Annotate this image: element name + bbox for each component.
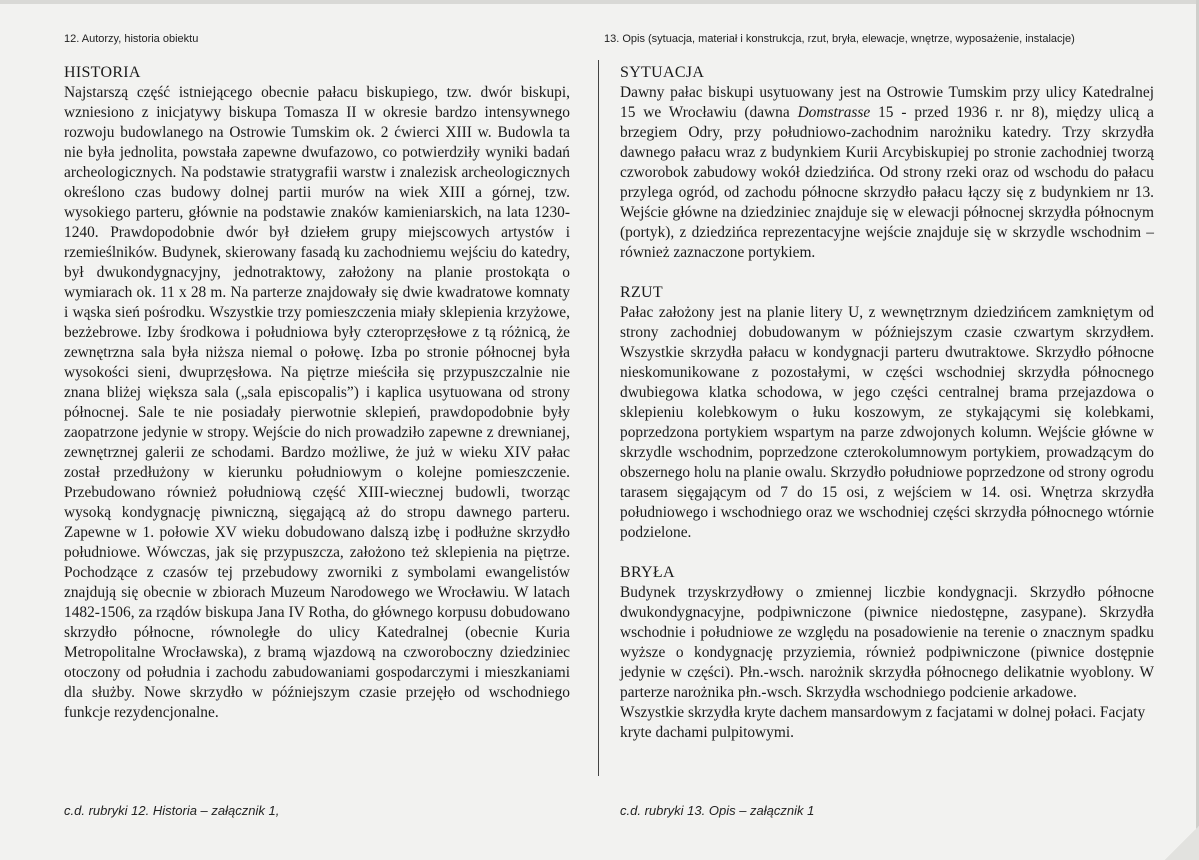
section-13-heading: 13. Opis (sytuacja, materiał i konstrukcja, rzut, bryła, elewacje, wnętrze, wyposażenie, instalacje) — [604, 33, 1075, 45]
column-divider — [598, 60, 599, 776]
bryla-title: BRYŁA — [620, 564, 675, 581]
bryla-text-2: Wszystkie skrzydła kryte dachem mansardowym z facjatami w dolnej połaci. Facjaty kryte dachami pulpitowymi. — [620, 704, 1146, 741]
right-column — [620, 63, 1154, 743]
left-column — [64, 63, 570, 723]
sytuacja-text-part2: 15 - przed 1936 r. nr 8), między ulicą a brzegiem Odry, przy południowo-zachodnim narożniku katedry. Trzy skrzydła dawnego pałacu wraz z budynkiem Kurii Arcybiskupiej po stronie zachodniej tworzą czworobok zabudowy wokół dziedzińca. Od strony rzeki oraz od wschodu do pałacu przylega ogród, od zachodu północne skrzydło pałacu łączy się z budynkiem nr 13. Wejście główne na dziedziniec znajduje się w elewacji północnej skrzydła północnym (portyk), z dziedzińca reprezentacyjne wejście znajduje się w skrzydle wschodnim – również zaznaczone portykiem. — [620, 104, 1154, 261]
sytuacja-text-italic: Domstrasse — [797, 104, 871, 121]
rzut-text: Pałac założony jest na planie litery U, z wewnętrznym dziedzińcem zamkniętym od strony zachodniej dobudowanym w późniejszym czasie czwartym skrzydłem. Wszystkie skrzydła pałacu w kondygnacji parteru dwutraktowe. Skrzydło północne nieskomunikowane z pozostałymi, w części wschodniej skrzydła północnego dwubiegowa klatka schodowa, w jego części centralnej brama przejazdowa o sklepieniu kolebkowym o łuku koszowym, ze stykającymi się kolebkami, poprzedzona portykiem wspartym na parze zdwojonych kolumn. Wejście główne w skrzydle wschodnim, poprzedzone czterokolumnowym portykiem, prowadzącym do obszernego holu na planie owalu. Skrzydło południowe poprzedzone od strony ogrodu tarasem sięgającym od 7 do 15 osi, z wejściem w 14. osi. Wnętrza skrzydła południowego i wschodniego oraz we wschodniej części skrzydła północnego wtórnie podzielone. — [620, 304, 1154, 541]
historia-text: Najstarszą część istniejącego obecnie pałacu biskupiego, tzw. dwór biskupi, wzniesiono z inicjatywy biskupa Tomasza II w okresie bardzo intensywnego rozwoju budowlanego na Ostrowie Tumskim ok. 2 ćwierci XIII w. Budowla ta nie była jednolita, powstała zapewne dwufazowo, co potwierdziły wyniki badań archeologicznych. Na podstawie stratygrafii warstw i znalezisk archeologicznych określono czas budowy dolnej partii murów na wiek XIII a górnej, tzw. wysokiego parteru, głównie na podstawie znaków kamieniarskich, na lata 1230-1240. Prawdopodobnie dwór był dziełem grupy miejscowych artystów i rzemieślników. Budynek, skierowany fasadą ku zachodniemu wejściu do katedry, był dwukondygnacyjny, jednotraktowy, założony na planie prostokąta o wymiarach ok. 11 x 28 m. Na parterze znajdowały się dwie kwadratowe komnaty i wąska sień pośrodku. Wszystkie trzy pomieszczenia miały sklepienia krzyżowe, bezżebrowe. Izby środkowa i południowa były czteroprzęsłowe z tą różnicą, że zewnętrzna sala była niższa niemal o połowę. Izba po stronie północnej była wysokości sieni, dwuprzęsłowa. Na piętrze mieściła się przypuszczalnie nie znana bliżej większa sala („sala episcopalis”) i kaplica usytuowana od strony północnej. Sale te nie posiadały pierwotnie sklepień, prawdopodobnie były zaopatrzone jedynie w stropy. Wejście do nich prowadziło zapewne z drewnianej, zewnętrznej galerii ze schodami. Bardzo możliwe, że już w wieku XIV pałac został przedłużony w kierunku południowym o kolejne pomieszczenie. Przebudowano również południową część XIII-wiecznej budowli, tworząc wysoką kondygnację piwniczną, sięgającą aż do stropu dawnego parteru. Zapewne w 1. połowie XV wieku dobudowano dalszą izbę i podłużne skrzydło południowe. Wówczas, jak się przypuszcza, założono też sklepienia na piętrze. Pochodzące z czasów tej przebudowy zworniki z symbolami ewangelistów znajdują się obecnie w zbiorach Muzeum Narodowego we Wrocławiu. W latach 1482-1506, za rządów biskupa Jana IV Rotha, do głównego korpusu dobudowano skrzydło północne, równoległe do ulicy Katedralnej (obecnie Kuria Metropolitalne Wrocławska), z bramą wjazdową na czworoboczny dziedziniec otoczony od południa i zachodu zabudowaniami gospodarczymi i mieszkaniami dla służby. Nowe skrzydło w późniejszym czasie przejęło od wschodniego funkcje rezydencjonalne. — [64, 84, 570, 721]
footer-left: c.d. rubryki 12. Historia – załącznik 1, — [64, 803, 280, 818]
page-corner — [1165, 826, 1199, 860]
sytuacja-title: SYTUACJA — [620, 64, 705, 81]
bryla-text: Budynek trzyskrzydłowy o zmiennej liczbie kondygnacji. Skrzydło północne dwukondygnacyjne, podpiwniczone (piwnice niedostępne, zasypane). Skrzydła wschodnie i południowe ze względu na posadowienie na terenie o znacznym spadku wyższe o kondygnację przyziemia, również podpiwniczone (piwnice dostępnie jedynie w części). Płn.-wsch. narożnik skrzydła północnego delikatnie wyoblony. W parterze narożnika płn.-wsch. Skrzydła wschodniego podcienie arkadowe. — [620, 584, 1154, 701]
page-edge — [0, 0, 1199, 4]
sytuacja-text-part1: Dawny pałac biskupi usytuowany jest na Ostrowie Tumskim przy ulicy Katedralnej 15 we Wrocławiu (dawna — [620, 84, 1154, 121]
rzut-title: RZUT — [620, 284, 663, 301]
footer-right: c.d. rubryki 13. Opis – załącznik 1 — [620, 803, 815, 818]
section-12-heading: 12. Autorzy, historia obiektu — [64, 33, 199, 45]
historia-title: HISTORIA — [64, 64, 141, 81]
sytuacja-text — [620, 83, 1154, 263]
